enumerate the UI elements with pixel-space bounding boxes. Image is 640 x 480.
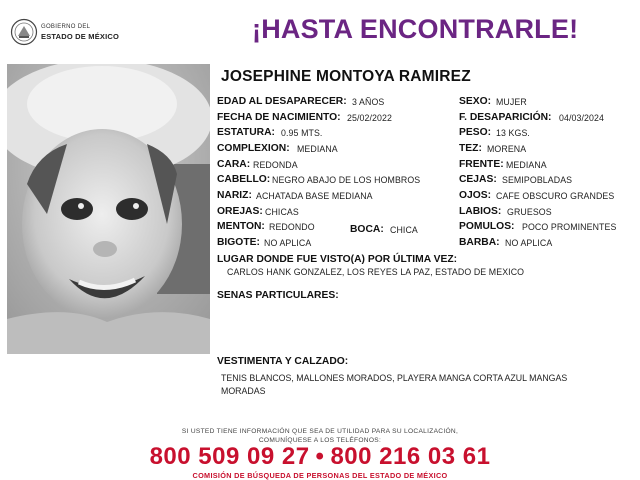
nariz-label: NARIZ:	[217, 190, 252, 201]
last-seen-value: CARLOS HANK GONZALEZ, LOS REYES LA PAZ, ESTADO DE MEXICO	[227, 267, 525, 277]
phone-numbers	[0, 443, 640, 471]
footer-note-line-2: COMUNÍQUESE A LOS TELÉFONOS:	[258, 437, 382, 444]
senas-label: SENAS PARTICULARES:	[217, 290, 339, 301]
cara-label: CARA:	[217, 159, 251, 170]
estatura-value: 0.95 MTS.	[281, 128, 323, 138]
orejas-value: CHICAS	[265, 207, 299, 217]
edad-label: EDAD AL DESAPARECER:	[217, 96, 347, 107]
gov-line-1: GOBIERNO DEL	[41, 24, 91, 30]
banner-title: ¡HASTA ENCONTRARLE!	[252, 14, 579, 44]
nariz-value: ACHATADA BASE MEDIANA	[256, 191, 373, 201]
ojos-value: CAFE OBSCURO GRANDES	[496, 191, 615, 201]
phone-number-1[interactable]: 800 509 09 27	[149, 443, 310, 470]
commission-name: COMISIÓN DE BÚSQUEDA DE PERSONAS DEL ESTADO DE MÉXICO	[192, 471, 448, 480]
vestimenta-value: TENIS BLANCOS, MALLONES MORADOS, PLAYERA MANGA CORTA AZUL MANGAS MORADAS	[221, 373, 568, 396]
government-logo	[10, 18, 120, 48]
footer-note-line-1: SI USTED TIENE INFORMACIÓN QUE SEA DE UTILIDAD PARA SU LOCALIZACIÓN,	[181, 428, 459, 435]
cejas-label: CEJAS:	[459, 174, 497, 185]
barba-label: BARBA:	[459, 237, 500, 248]
menton-value: REDONDO	[269, 222, 315, 232]
cara-value: REDONDA	[253, 160, 298, 170]
cabello-label: CABELLO:	[217, 174, 271, 185]
barba-value: NO APLICA	[505, 238, 553, 248]
bigote-label: BIGOTE:	[217, 237, 260, 248]
complexion-label: COMPLEXION:	[217, 143, 290, 154]
fecha-nacimiento-value: 25/02/2022	[347, 113, 393, 123]
phone-number-2[interactable]: 800 216 03 61	[330, 443, 491, 470]
ojos-label: OJOS:	[459, 190, 492, 201]
phone-separator: •	[315, 443, 325, 470]
complexion-value: MEDIANA	[297, 144, 338, 154]
person-name: JOSEPHINE MONTOYA RAMIREZ	[221, 68, 471, 85]
cabello-value: NEGRO ABAJO DE LOS HOMBROS	[272, 175, 421, 185]
boca-label: BOCA:	[350, 224, 384, 235]
sexo-value: MUJER	[496, 97, 527, 107]
orejas-label: OREJAS:	[217, 206, 263, 217]
fecha-nacimiento-label: FECHA DE NACIMIENTO:	[217, 112, 341, 123]
menton-label: MENTON:	[217, 221, 265, 232]
tez-label: TEZ:	[459, 143, 482, 154]
f-desaparicion-value: 04/03/2024	[559, 113, 605, 123]
edad-value: 3 AÑOS	[352, 97, 385, 107]
f-desaparicion-label: F. DESAPARICIÓN:	[459, 112, 552, 123]
labios-value: GRUESOS	[507, 207, 552, 217]
pomulos-label: POMULOS:	[459, 221, 515, 232]
missing-person-photo	[7, 64, 210, 354]
labios-label: LABIOS:	[459, 206, 502, 217]
last-seen-label: LUGAR DONDE FUE VISTO(A) POR ÚLTIMA VEZ:	[217, 254, 458, 265]
cejas-value: SEMIPOBLADAS	[502, 175, 573, 185]
pomulos-value: POCO PROMINENTES	[522, 222, 617, 232]
boca-value: CHICA	[390, 225, 418, 235]
gov-line-2: ESTADO DE MÉXICO	[41, 32, 120, 41]
frente-value: MEDIANA	[506, 160, 547, 170]
state-seal-icon	[10, 18, 38, 46]
tez-value: MORENA	[487, 144, 527, 154]
frente-label: FRENTE:	[459, 159, 504, 170]
vestimenta-label: VESTIMENTA Y CALZADO:	[217, 356, 349, 367]
peso-label: PESO:	[459, 127, 492, 138]
bigote-value: NO APLICA	[264, 238, 312, 248]
estatura-label: ESTATURA:	[217, 127, 275, 138]
sexo-label: SEXO:	[459, 96, 492, 107]
peso-value: 13 KGS.	[496, 128, 530, 138]
